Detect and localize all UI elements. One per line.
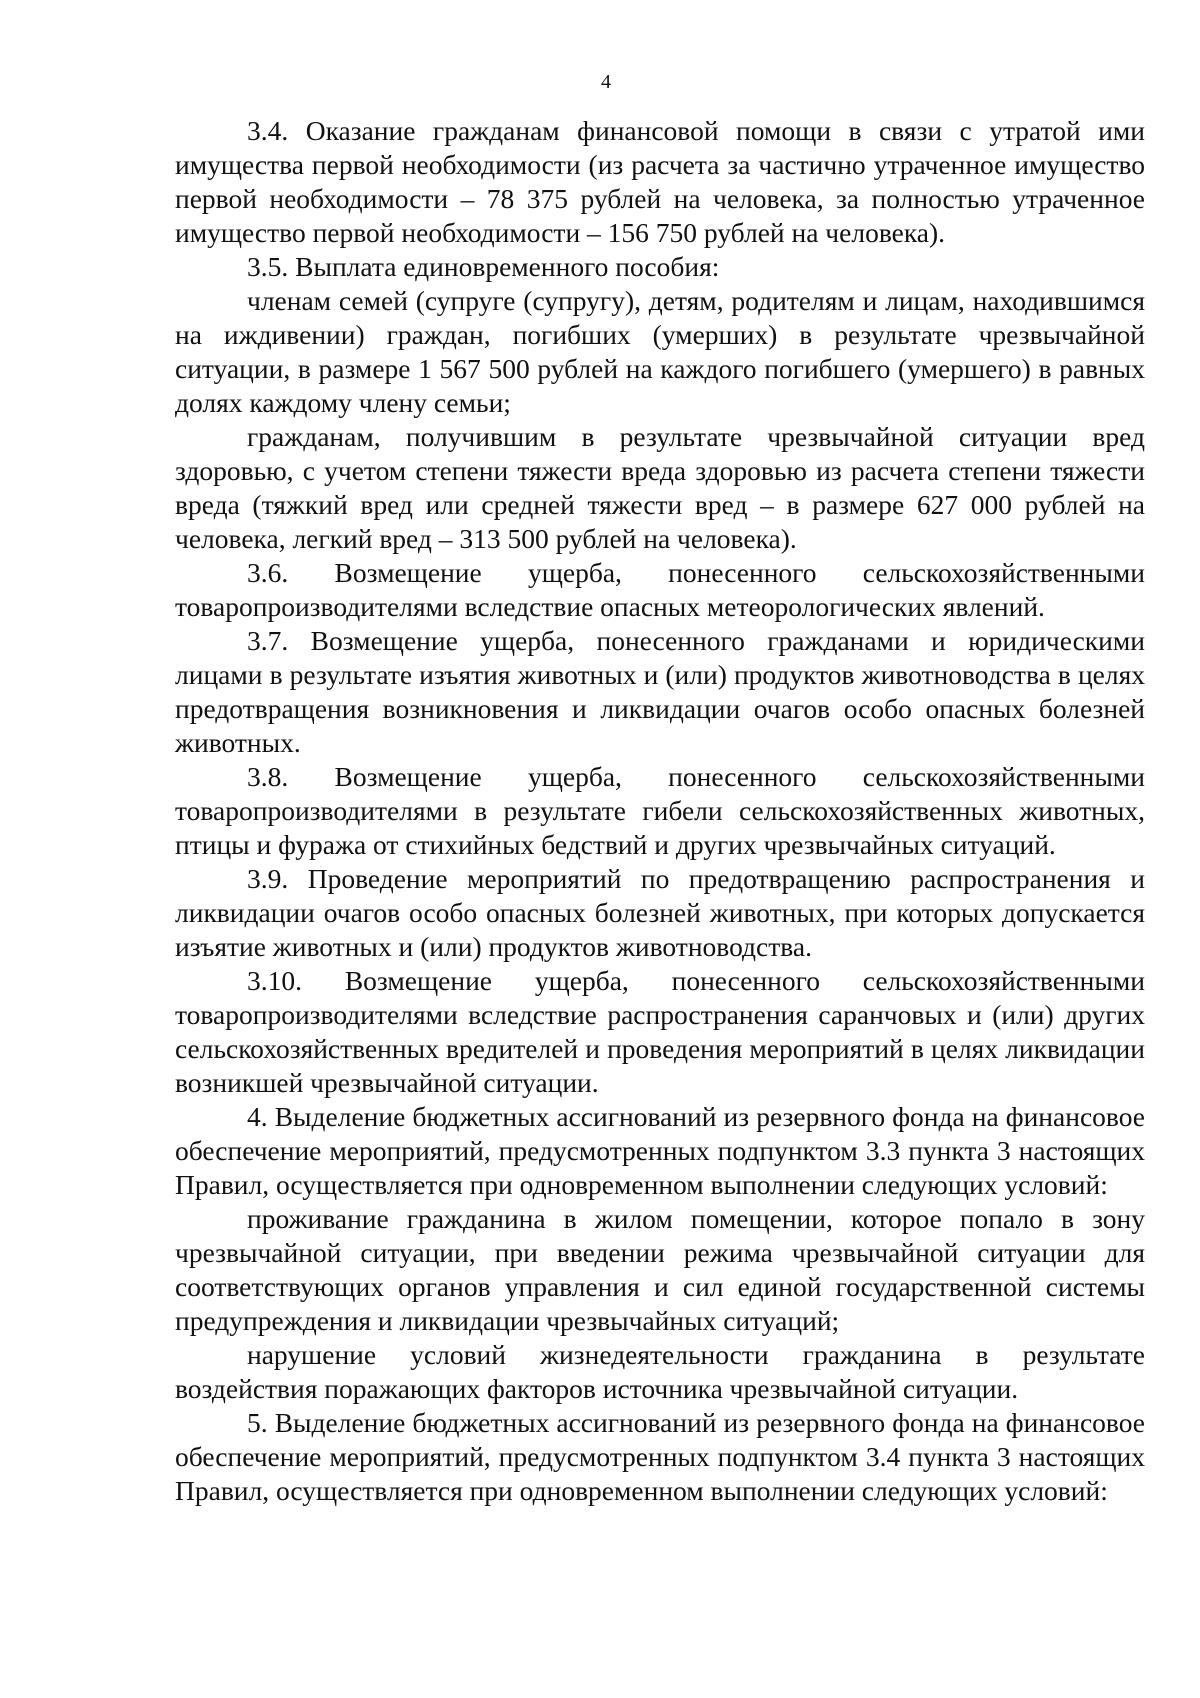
page-number: 4: [601, 71, 611, 93]
paragraph-3-5-injured-citizens: гражданам, получившим в результате чрезвычайной ситуации вред здоровью, с учетом степени тяжести вреда здоровью из расчета степени тяжести вреда (тяжкий вред или средней тяжести вред – в размере 627 000 рублей на человека, легкий вред – 313 500 рублей на человека).: [175, 421, 1145, 554]
paragraph-3-4: 3.4. Оказание гражданам финансовой помощи в связи с утратой ими имущества первой необходимости (из расчета за частично утраченное имущество первой необходимости – 78 375 рублей на человека, за полностью утраченное имущество первой необходимости – 156 750 рублей на человека).: [175, 115, 1145, 248]
paragraph-3-8: 3.8. Возмещение ущерба, понесенного сельскохозяйственными товаропроизводителями в результате гибели сельскохозяйственных животных, птицы и фуража от стихийных бедствий и других чрезвычайных ситуаций.: [175, 761, 1145, 860]
paragraph-5: 5. Выделение бюджетных ассигнований из резервного фонда на финансовое обеспечение мероприятий, предусмотренных подпунктом 3.4 пункта 3 настоящих Правил, осуществляется при одновременном выполнении следующих условий:: [175, 1407, 1145, 1506]
paragraph-3-7: 3.7. Возмещение ущерба, понесенного гражданами и юридическими лицами в результате изъятия животных и (или) продуктов животноводства в целях предотвращения возникновения и ликвидации очагов особо опасных болезней животных.: [175, 625, 1145, 758]
paragraph-3-5-family-members: членам семей (супруге (супругу), детям, родителям и лицам, находившимся на иждивении) граждан, погибших (умерших) в результате чрезвычайной ситуации, в размере 1 567 500 рублей на каждого погибшего (умершего) в равных долях каждому члену семьи;: [175, 285, 1145, 418]
document-body: [175, 114, 1145, 1508]
paragraph-4-condition-disruption: нарушение условий жизнедеятельности гражданина в результате воздействия поражающих факторов источника чрезвычайной ситуации.: [175, 1339, 1145, 1404]
paragraph-3-10: 3.10. Возмещение ущерба, понесенного сельскохозяйственными товаропроизводителями вследствие распространения саранчовых и (или) других сельскохозяйственных вредителей и проведения мероприятий в целях ликвидации возникшей чрезвычайной ситуации.: [175, 965, 1145, 1098]
paragraph-3-9: 3.9. Проведение мероприятий по предотвращению распространения и ликвидации очагов особо опасных болезней животных, при которых допускается изъятие животных и (или) продуктов животноводства.: [175, 863, 1145, 962]
paragraph-4-condition-residence: проживание гражданина в жилом помещении, которое попало в зону чрезвычайной ситуации, при введении режима чрезвычайной ситуации для соответствующих органов управления и сил единой государственной системы предупреждения и ликвидации чрезвычайных ситуаций;: [175, 1203, 1145, 1336]
paragraph-4: 4. Выделение бюджетных ассигнований из резервного фонда на финансовое обеспечение мероприятий, предусмотренных подпунктом 3.3 пункта 3 настоящих Правил, осуществляется при одновременном выполнении следующих условий:: [175, 1101, 1145, 1200]
paragraph-3-5: 3.5. Выплата единовременного пособия:: [247, 251, 720, 282]
paragraph-3-6: 3.6. Возмещение ущерба, понесенного сельскохозяйственными товаропроизводителями вследствие опасных метеорологических явлений.: [175, 557, 1145, 622]
